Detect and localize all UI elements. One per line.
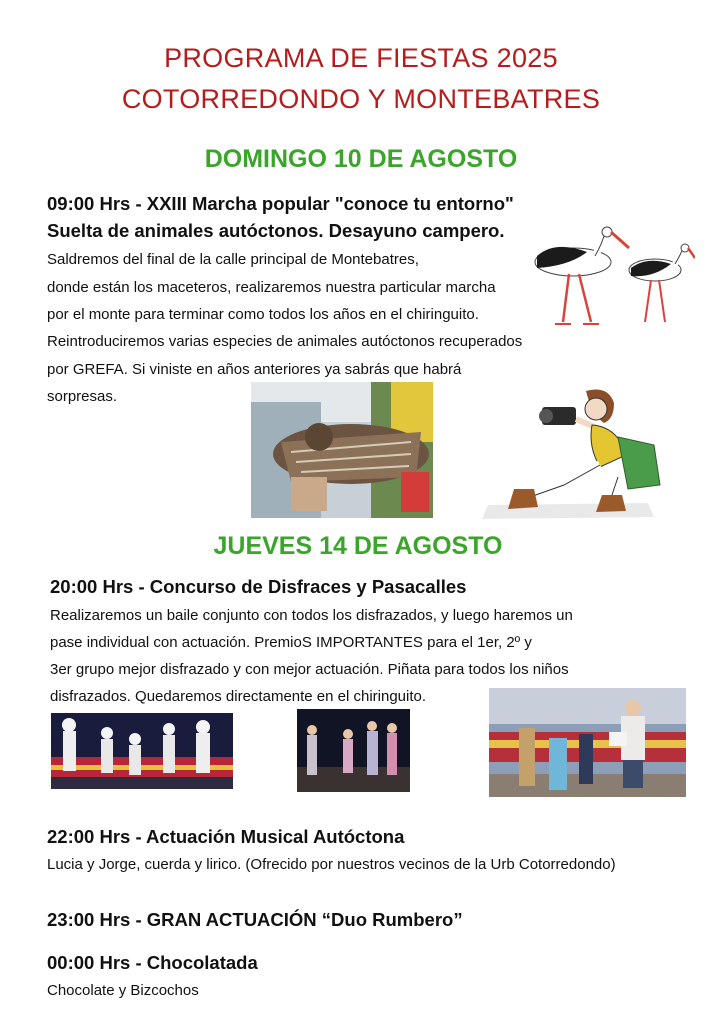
falcon-release-photo	[251, 382, 433, 518]
day1-desc-line: Reintroduciremos varias especies de animales autóctonos recuperados	[47, 333, 523, 350]
day2-event3-heading: 23:00 Hrs - GRAN ACTUACIÓN “Duo Rumbero”	[47, 909, 463, 930]
photographer-illustration	[468, 385, 668, 520]
program-subtitle: COTORREDONDO Y MONTEBATRES	[121, 84, 601, 114]
day2-event4-heading: 00:00 Hrs - Chocolatada	[47, 952, 258, 973]
storks-illustration	[525, 222, 695, 332]
day1-event1-heading: 09:00 Hrs - XXIII Marcha popular "conoce tu entorno"	[47, 193, 514, 214]
day2-event1-heading: 20:00 Hrs - Concurso de Disfraces y Pasacalles	[50, 576, 467, 597]
day2-desc-line: disfrazados. Quedaremos directamente en el chiringuito.	[50, 688, 427, 705]
day2-event2-heading: 22:00 Hrs - Actuación Musical Autóctona	[47, 826, 405, 847]
day1-desc-line: por el monte para terminar como todos los años en el chiringuito.	[47, 306, 479, 323]
day2-desc-line: pase individual con actuación. PremioS IMPORTANTES para el 1er, 2º y	[50, 634, 532, 651]
day1-desc-line: donde están los maceteros, realizaremos nuestra particular marcha	[47, 279, 496, 296]
costume-photo-group	[489, 688, 686, 797]
day1-title: DOMINGO 10 DE AGOSTO	[204, 145, 518, 173]
costume-photo-astronauts	[51, 713, 233, 789]
day2-event2-desc: Lucia y Jorge, cuerda y lirico. (Ofrecido por nuestros vecinos de la Urb Cotorredondo)	[47, 856, 616, 873]
program-title: PROGRAMA DE FIESTAS 2025	[164, 43, 558, 73]
day2-desc-line: 3er grupo mejor disfrazado y con mejor actuación. Piñata para todos los niños	[50, 661, 569, 678]
day1-desc-line: Saldremos del final de la calle principal de Montebatres,	[47, 251, 419, 268]
day2-desc-line: Realizaremos un baile conjunto con todos los disfrazados, y luego haremos un	[50, 607, 573, 624]
day1-desc-line: por GREFA. Si viniste en años anteriores ya sabrás que habrá	[47, 361, 462, 378]
day2-title: JUEVES 14 DE AGOSTO	[213, 532, 503, 560]
day2-event4-desc: Chocolate y Bizcochos	[47, 982, 199, 999]
costume-photo-dancers	[297, 709, 410, 792]
day1-event1-subheading: Suelta de animales autóctonos. Desayuno campero.	[47, 220, 505, 241]
day1-desc-line: sorpresas.	[47, 388, 118, 405]
